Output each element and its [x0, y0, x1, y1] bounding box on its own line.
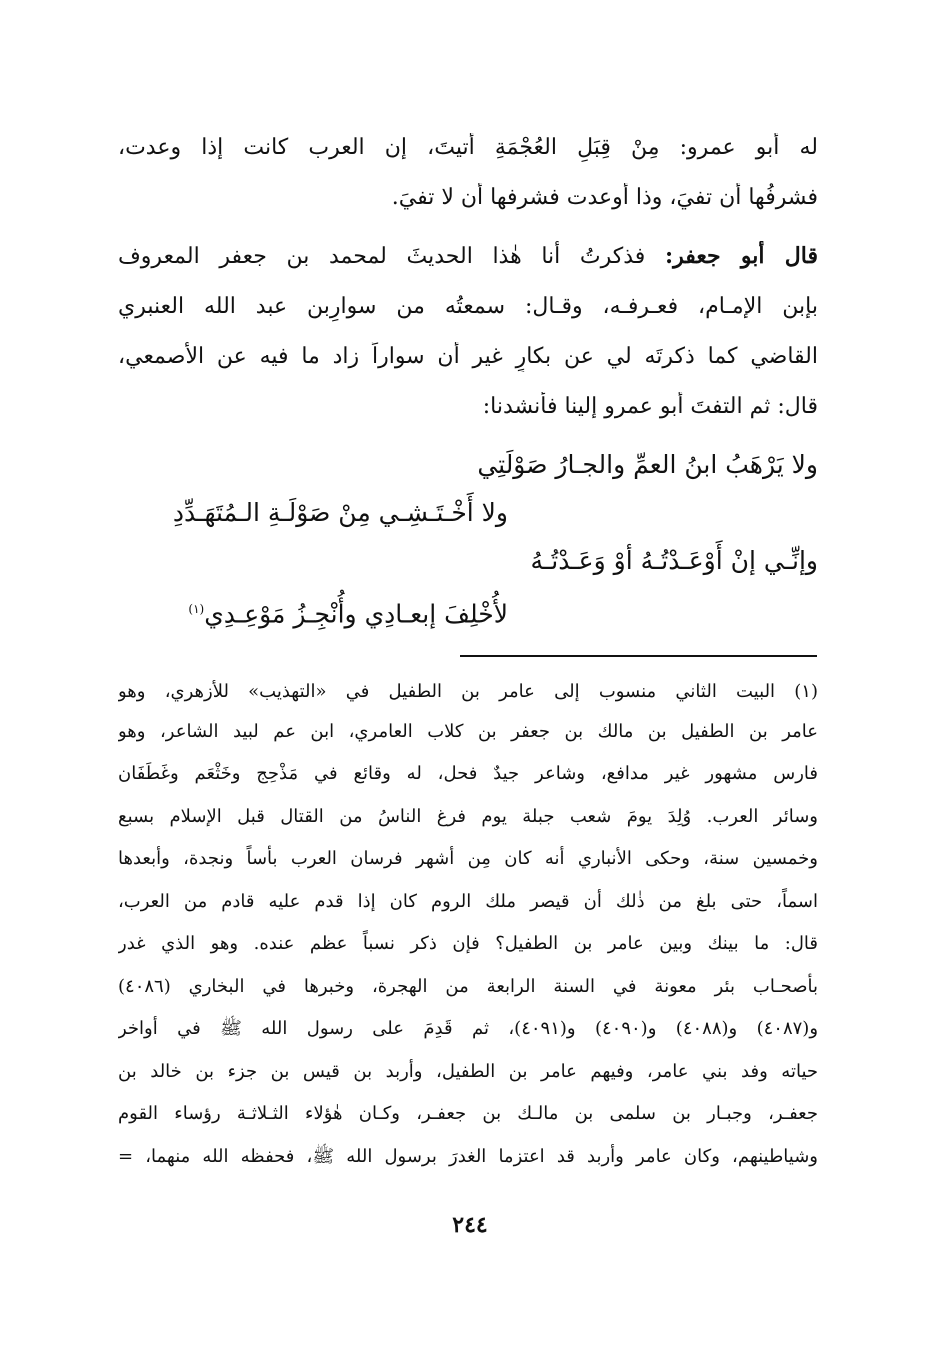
footnote-line-3: فارس مشهور غير مدافع، وشاعر جيدٌ فحل، له وقائع في مَذْحِج وخَثْعَم وغَطَفَان	[118, 763, 818, 784]
verse-2: ولا أَخْـتَـشِـي مِنْ صَوْلَـةِ الـمُتَهَـدِّدِ	[172, 498, 508, 527]
footnote-line-10: حياته وفد بني عامر، وفيهم عامر بن الطفيل، وأربد بن قيس بن جزء بن خالد بن	[118, 1061, 818, 1082]
page-number: ٢٤٤	[452, 1212, 488, 1238]
verse-4	[188, 592, 508, 631]
footnote-line-11: جعفـر، وجبـار بن سلمى بن مالـك بن جعفـر، وكـان هٰؤلاء الثـلاثـة رؤساء القوم	[118, 1103, 818, 1124]
verse-1: ولا يَرْهَبُ ابنُ العمِّ والجـارُ صَوْلَتِي	[477, 450, 818, 479]
footnote-line-8: بأصحـاب بئر معونة في السنة الرابعة من الهجرة، وخبرها في البخاري (٤٠٨٦)	[118, 976, 818, 997]
footnote-line-6: اسماً، حتى بلغ من ذٰلك أن قيصر ملك الروم كان إذا قدم عليه قادم من العرب،	[118, 891, 818, 912]
footnote-line-9: و(٤٠٨٧) و(٤٠٨٨) و(٤٠٩٠) و(٤٠٩١)، ثم قَدِمَ على رسول الله ﷺ في أواخر	[118, 1018, 818, 1039]
footnote-line-5: وخمسين سنة، وحكى الأنباري أنه كان مِن أشهر فرسان العرب بأساً ونجدة، وأبعدها	[118, 848, 818, 869]
body-line-2: فشرفُها أن تفيَ، وذا أوعدت فشرفها أن لا تفيَ.	[391, 185, 818, 210]
body-line-5: القاضي كما ذكرتَه لي عن بكارٍ غير أن سواراً زاد ما فيه عن الأصمعي،	[118, 344, 818, 369]
speaker-lead: قال أبو جعفر:	[664, 243, 818, 269]
footnote-line-7: قال: ما بينك وبين عامر بن الطفيل؟ فإن ذكر نسباً عظم عنده. وهو الذي غدر	[118, 933, 818, 954]
body-line-3	[118, 241, 818, 272]
body-line-4: بإبن الإمـام، فعـرفـه، وقـال: سمعتُه من سوارِبن عبد الله العنبري	[118, 294, 818, 319]
footnote-separator	[460, 655, 817, 657]
footnote-marker: (١)	[188, 602, 205, 616]
verse-4-text: لأُخْلِفَ إبعـادِي وأُنْجِـزُ مَوْعِـدِي	[204, 599, 508, 629]
body-line-3-text: فذكرتُ أنا هٰذا الحديثَ لمحمد بن جعفر المعروف	[118, 244, 646, 269]
body-line-6: قال: ثم التفتَ أبو عمرو إلينا فأنشدنا:	[482, 394, 818, 419]
verse-3: وإنِّـي إنْ أَوْعَـدْتُـهُ أوْ وَعَـدْتُـهُ	[530, 546, 818, 575]
footnote-line-2: عامر بن الطفيل بن مالك بن جعفر بن كلاب العامري، ابن عم لبيد الشاعر، وهو	[118, 721, 818, 742]
footnote-line-1: (١) البيت الثاني منسوب إلى عامر بن الطفيل في «التهذيب» للأزهري، وهو	[118, 681, 818, 702]
footnote-line-4: وسائر العرب. وُلِدَ يومَ شعب جبلة يوم فرغ الناسُ من القتال قبل الإسلام بسبع	[118, 806, 818, 827]
body-line-1: له أبو عمرو: مِنْ قِبَلِ العُجْمَةِ أُتيتَ، إن العرب كانت إذا وعدت،	[118, 135, 818, 160]
footnote-line-12: وشياطينهم، وكان عامر وأربد قد اعتزما الغدرَ برسول الله ﷺ، فحفظه الله منهما، =	[118, 1146, 818, 1167]
